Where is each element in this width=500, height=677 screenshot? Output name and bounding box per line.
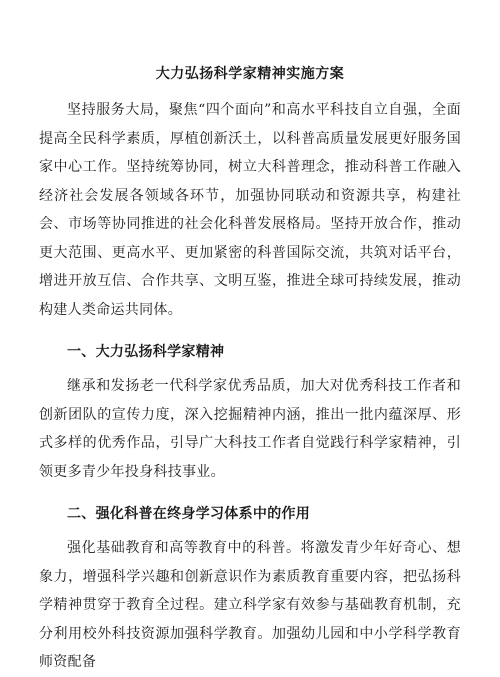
section-1-heading: 一、大力弘扬科学家精神 [67, 344, 225, 360]
intro-paragraph: 坚持服务大局，聚焦“四个面向”和高水平科技自立自强，全面提高全民科学素质，厚植创新沃土，以科普高质量发展更好服务国家中心工作。坚持统筹协同，树立大科普理念，推动科普工作融入经济社会发展各领域各环节，加强协同联动和资源共享，构建社会、市场等协同推进的社会化科普发展格局。坚持开放合作，推动更大范围、更高水平、更加紧密的科普国际交流，共筑对话平台，增进开放互信、合作共享、文明互鉴，推进全球可持续发展，推动构建人类命运共同体。 [39, 102, 461, 318]
document-title: 大力弘扬科学家精神实施方案 [155, 66, 345, 82]
section-2-body: 强化基础教育和高等教育中的科普。将激发青少年好奇心、想象力，增强科学兴趣和创新意识作为素质教育重要内容，把弘扬科学精神贯穿于教育全过程。建立科学家有效参与基础教育机制，充分利用校外科技资源加强科学教育。加强幼儿园和中小学科学教育师资配备 [39, 540, 461, 670]
section-2-heading: 二、强化科普在终身学习体系中的作用 [67, 506, 311, 522]
section-1 [39, 340, 461, 486]
section-1-body: 继承和发扬老一代科学家优秀品质，加大对优秀科技工作者和创新团队的宣传力度，深入挖掘精神内涵，推出一批内蕴深厚、形式多样的优秀作品，引导广大科技工作者自觉践行科学家精神，引领更多青少年投身科技事业。 [39, 378, 461, 480]
section-2 [39, 502, 461, 677]
